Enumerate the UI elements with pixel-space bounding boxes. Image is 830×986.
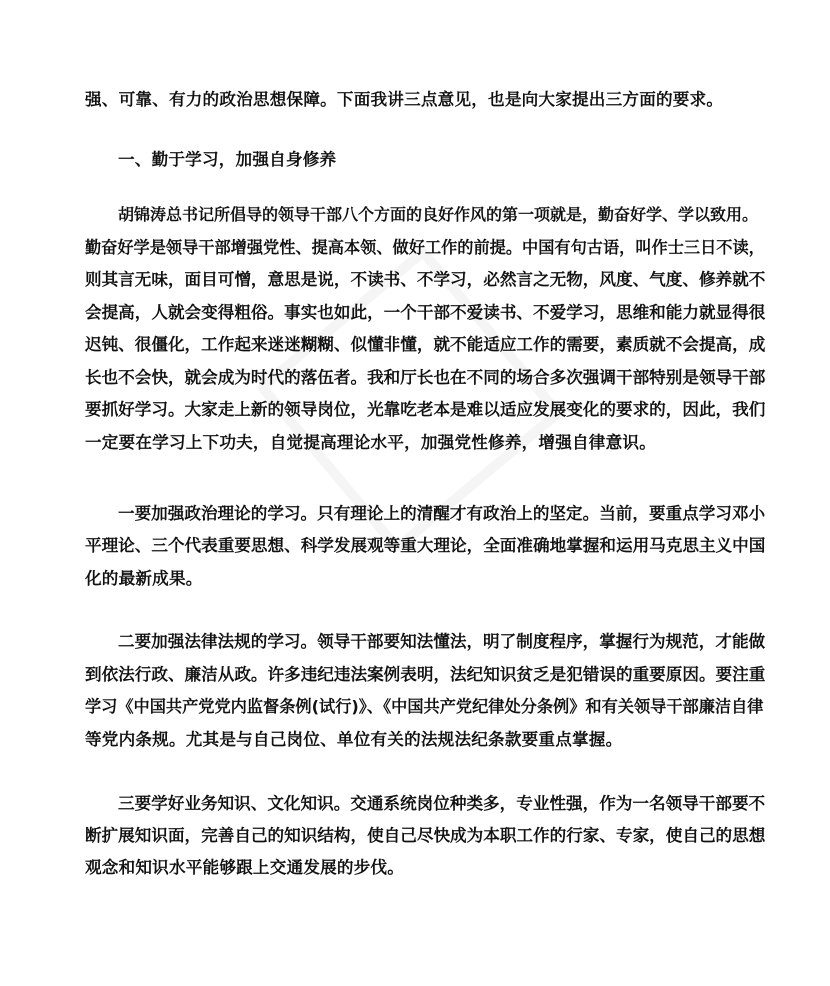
intro-line: 强、可靠、有力的政治思想保障。下面我讲三点意见，也是向大家提出三方面的要求。 — [85, 90, 724, 109]
text-line: 二要加强法律法规的学习。领导干部要知法懂法，明了制度程序，掌握行为规范，才能做 — [118, 632, 766, 651]
text-line: 会提高，人就会变得粗俗。事实也如此，一个干部不爱读书、不爱学习，思维和能力就显得很 — [85, 303, 766, 322]
text-line: 要抓好学习。大家走上新的领导岗位，光靠吃老本是难以适应发展变化的要求的，因此，我们 — [85, 400, 766, 419]
text-line: 观念和知识水平能够跟上交通发展的步伐。 — [85, 858, 405, 877]
text-line: 胡锦涛总书记所倡导的领导干部八个方面的良好作风的第一项就是，勤奋好学、学以致用。 — [118, 205, 759, 224]
text-line: 化的最新成果。 — [85, 569, 203, 588]
text-line: 迟钝、很僵化，工作起来迷迷糊糊、似懂非懂，就不能适应工作的需要，素质就不会提高，成 — [85, 335, 766, 354]
text-line: 到依法行政、廉洁从政。许多违纪违法案例表明，法纪知识贫乏是犯错误的重要原因。要注重 — [85, 665, 766, 684]
section-heading: 一、勤于学习，加强自身修养 — [118, 150, 337, 169]
text-line: 学习《中国共产党党内监督条例(试行)》、《中国共产党纪律处分条例》和有关领导干部廉洁自律 — [85, 697, 764, 716]
text-line: 断扩展知识面，完善自己的知识结构，使自己尽快成为本职工作的行家、专家，使自己的思想 — [85, 826, 766, 845]
text-line: 长也不会快，就会成为时代的落伍者。我和厅长也在不同的场合多次强调干部特别是领导干部 — [85, 368, 766, 387]
text-line: 一要加强政治理论的学习。只有理论上的清醒才有政治上的坚定。当前，要重点学习邓小 — [118, 504, 766, 523]
text-line: 三要学好业务知识、文化知识。交通系统岗位种类多，专业性强，作为一名领导干部要不 — [118, 794, 766, 813]
text-line: 平理论、三个代表重要思想、科学发展观等重大理论，全面准确地掌握和运用马克思主义中国 — [85, 536, 766, 555]
text-line: 则其言无味，面目可憎，意思是说，不读书、不学习，必然言之无物，风度、气度、修养就不 — [85, 270, 766, 289]
text-line: 一定要在学习上下功夫，自觉提高理论水平，加强党性修养，增强自律意识。 — [85, 433, 656, 452]
text-line: 勤奋好学是领导干部增强党性、提高本领、做好工作的前提。中国有句古语，叫作士三日不读， — [85, 238, 765, 257]
text-line: 等党内条规。尤其是与自己岗位、单位有关的法规法纪条款要重点掌握。 — [85, 730, 623, 749]
